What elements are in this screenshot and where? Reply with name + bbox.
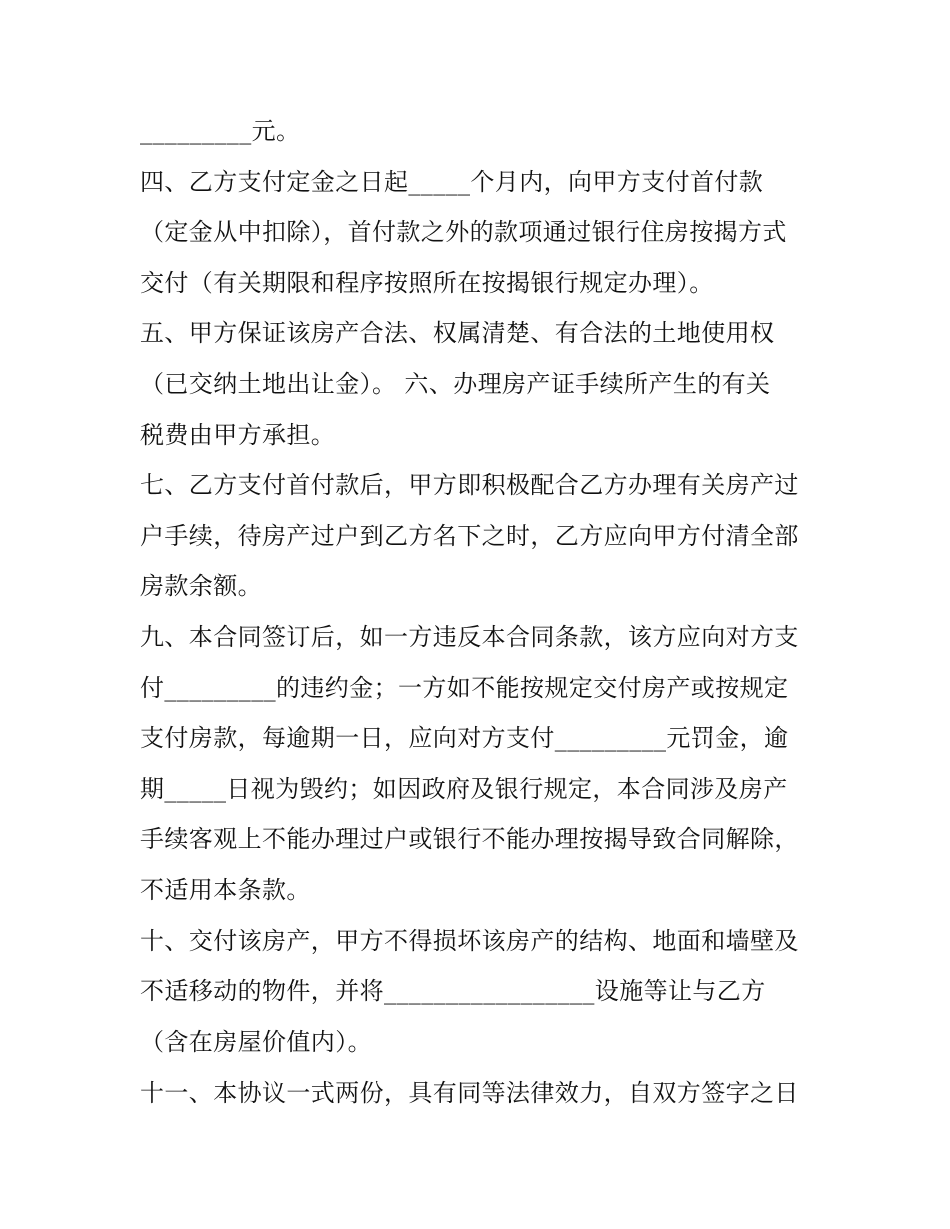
text-line: 交付（有关期限和程序按照所在按揭银行规定办理）。 <box>140 269 714 297</box>
text-line: 不适用本条款。 <box>140 876 311 904</box>
text-line: 九、本合同签订后，如一方违反本合同条款，该方应向对方支 <box>140 623 799 651</box>
text-line: _________元。 <box>140 117 301 145</box>
text-line: （定金从中扣除），首付款之外的款项通过银行住房按揭方式 <box>140 218 787 246</box>
text-line: 不适移动的物件，并将_________________设施等让与乙方 <box>140 977 766 1005</box>
text-line: 户手续，待房产过户到乙方名下之时，乙方应向甲方付清全部 <box>140 522 799 550</box>
text-line: 手续客观上不能办理过户或银行不能办理按揭导致合同解除， <box>140 825 799 853</box>
text-line: 税费由甲方承担。 <box>140 421 336 449</box>
text-line: 七、乙方支付首付款后，甲方即积极配合乙方办理有关房产过 <box>140 471 799 499</box>
text-line: 十、交付该房产，甲方不得损坏该房产的结构、地面和墙壁及 <box>140 927 799 955</box>
text-line: 期_____日视为毁约；如因政府及银行规定，本合同涉及房产 <box>140 775 788 803</box>
text-line: （含在房屋价值内）。 <box>140 1028 372 1056</box>
text-line: 房款余额。 <box>140 572 262 600</box>
text-line: 十一、本协议一式两份，具有同等法律效力，自双方签字之日 <box>140 1079 799 1107</box>
text-line: 四、乙方支付定金之日起_____个月内，向甲方支付首付款 <box>140 168 764 196</box>
text-line: （已交纳土地出让金）。 六、办理房产证手续所产生的有关 <box>140 370 771 398</box>
text-line: 支付房款，每逾期一日，应向对方支付_________元罚金，逾 <box>140 724 789 752</box>
text-line: 付_________的违约金；一方如不能按规定交付房产或按规定 <box>140 674 789 702</box>
text-line: 五、甲方保证该房产合法、权属清楚、有合法的土地使用权 <box>140 319 775 347</box>
